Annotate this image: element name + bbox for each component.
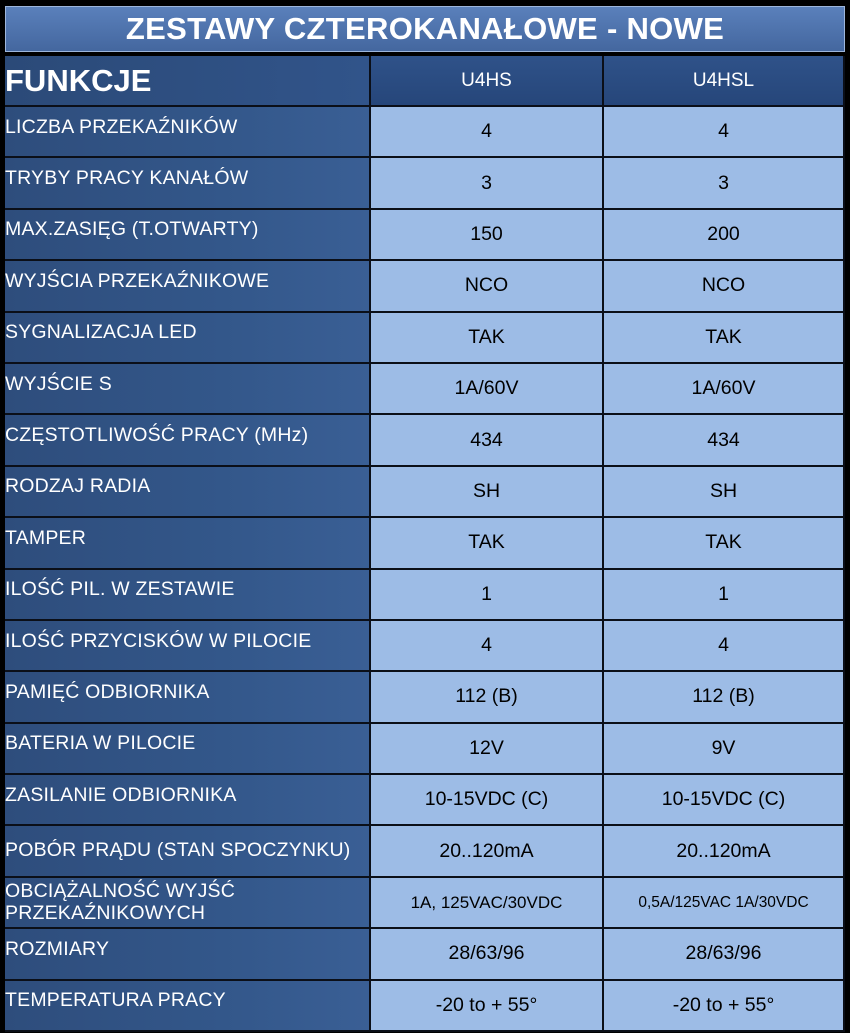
value-u4hs: 4 [371,621,604,672]
value-u4hsl: 20..120mA [604,826,845,877]
table-row [5,621,845,672]
value-u4hsl: 0,5A/125VAC 1A/30VDC [604,878,845,929]
row-label: TRYBY PRACY KANAŁÓW [5,158,371,209]
value-u4hs: SH [371,467,604,518]
value-u4hs: 150 [371,210,604,261]
row-label: CZĘSTOTLIWOŚĆ PRACY (MHz) [5,415,371,466]
row-label: BATERIA W PILOCIE [5,724,371,775]
value-u4hsl: 10-15VDC (C) [604,775,845,826]
row-label: POBÓR PRĄDU (STAN SPOCZYNKU) [5,826,371,877]
value-u4hsl: 112 (B) [604,672,845,723]
row-label: WYJŚCIE S [5,364,371,415]
value-u4hs: 4 [371,107,604,158]
header-label: FUNKCJE [5,56,371,107]
table-row [5,775,845,826]
value-u4hsl: 1 [604,570,845,621]
row-label: PAMIĘĆ ODBIORNIKA [5,672,371,723]
value-u4hs: 1A/60V [371,364,604,415]
value-u4hs: 28/63/96 [371,929,604,980]
table-row [5,158,845,209]
value-u4hs: TAK [371,518,604,569]
value-u4hsl: TAK [604,313,845,364]
value-u4hs: 10-15VDC (C) [371,775,604,826]
table-row [5,981,845,1032]
row-label: TAMPER [5,518,371,569]
value-u4hsl: 4 [604,621,845,672]
value-u4hs: 1A, 125VAC/30VDC [371,878,604,929]
table-row [5,570,845,621]
value-u4hsl: SH [604,467,845,518]
row-label: TEMPERATURA PRACY [5,981,371,1032]
table-row [5,210,845,261]
table-row [5,724,845,775]
value-u4hs: 20..120mA [371,826,604,877]
header-model-u4hs: U4HS [371,56,604,107]
table-row [5,415,845,466]
row-label: ZASILANIE ODBIORNIKA [5,775,371,826]
table-row [5,878,845,929]
table-row [5,672,845,723]
value-u4hsl: NCO [604,261,845,312]
sheet-title: ZESTAWY CZTEROKANAŁOWE - NOWE [5,6,845,52]
row-label: LICZBA PRZEKAŹNIKÓW [5,107,371,158]
row-label: ILOŚĆ PRZYCISKÓW W PILOCIE [5,621,371,672]
value-u4hsl: 28/63/96 [604,929,845,980]
row-label: SYGNALIZACJA LED [5,313,371,364]
value-u4hs: 12V [371,724,604,775]
table-row [5,826,845,877]
value-u4hs: NCO [371,261,604,312]
table-row [5,107,845,158]
row-label: ROZMIARY [5,929,371,980]
table-row [5,467,845,518]
value-u4hs: TAK [371,313,604,364]
value-u4hsl: -20 to + 55° [604,981,845,1032]
value-u4hs: 434 [371,415,604,466]
value-u4hs: 112 (B) [371,672,604,723]
table-row [5,261,845,312]
value-u4hs: -20 to + 55° [371,981,604,1032]
value-u4hsl: 434 [604,415,845,466]
row-label: ILOŚĆ PIL. W ZESTAWIE [5,570,371,621]
row-label: RODZAJ RADIA [5,467,371,518]
value-u4hs: 3 [371,158,604,209]
header-row [5,56,845,107]
header-model-u4hsl: U4HSL [604,56,845,107]
value-u4hsl: 200 [604,210,845,261]
table-row [5,929,845,980]
row-label: OBCIĄŻALNOŚĆ WYJŚĆ PRZEKAŹNIKOWYCH [5,878,371,929]
value-u4hs: 1 [371,570,604,621]
value-u4hsl: TAK [604,518,845,569]
value-u4hsl: 3 [604,158,845,209]
value-u4hsl: 9V [604,724,845,775]
value-u4hsl: 4 [604,107,845,158]
value-u4hsl: 1A/60V [604,364,845,415]
table-row [5,518,845,569]
spec-table [5,56,845,1032]
row-label: WYJŚCIA PRZEKAŹNIKOWE [5,261,371,312]
table-row [5,364,845,415]
row-label: MAX.ZASIĘG (T.OTWARTY) [5,210,371,261]
table-row [5,313,845,364]
